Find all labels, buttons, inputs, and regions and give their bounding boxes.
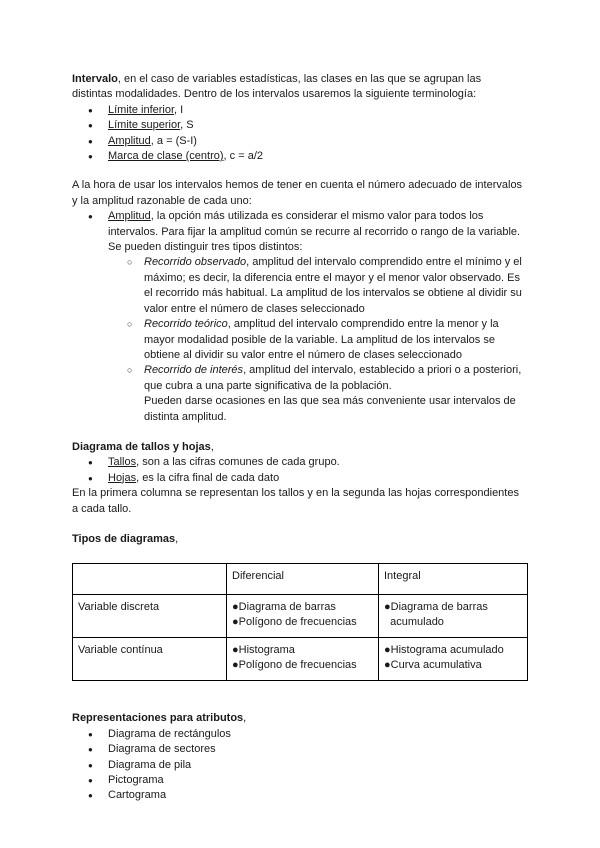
intervalo-paragraph bbox=[72, 72, 528, 103]
list-item: ● Marca de clase (centro), c = a/2 bbox=[72, 149, 528, 164]
nota-text: Pueden darse ocasiones en las que sea más conveniente usar intervalos de distinta amplitud. bbox=[144, 395, 516, 423]
recorrido-list bbox=[108, 255, 528, 394]
list-item: ● Límite superior, S bbox=[72, 118, 528, 133]
table-cell: ●Diagrama de barras acumulado bbox=[379, 595, 528, 638]
table-header-row bbox=[73, 564, 528, 595]
table-header-cell: Diferencial bbox=[227, 564, 379, 595]
tipos-heading: Tipos de diagramas, bbox=[72, 532, 179, 545]
table-header-cell bbox=[73, 564, 227, 595]
list-item: ● Diagrama de sectores bbox=[72, 742, 528, 757]
diagram-types-table bbox=[72, 563, 528, 681]
amplitud-list bbox=[72, 209, 528, 425]
tallos-heading: Diagrama de tallos y hojas, bbox=[72, 440, 214, 453]
list-item: ● Diagrama de rectángulos bbox=[72, 727, 528, 742]
table-cell: Variable discreta bbox=[73, 595, 227, 638]
list-item: ● Pictograma bbox=[72, 773, 528, 788]
intervalo-title: Intervalo bbox=[72, 73, 118, 85]
list-item: ● Diagrama de pila bbox=[72, 758, 528, 773]
list-item: ● Cartograma bbox=[72, 788, 528, 803]
table-cell: Variable contínua bbox=[73, 638, 227, 681]
list-item: ● Límite inferior, I bbox=[72, 103, 528, 118]
intervalo-text-2: distintas modalidades. Dentro de los intervalos usaremos la siguiente terminología: bbox=[72, 88, 477, 101]
atributos-heading: Representaciones para atributos, bbox=[72, 712, 247, 725]
list-item: ○ Recorrido observado, amplitud del intervalo comprendido entre el mínimo y el máximo; es decir, la diferencia entre el mayor y el menor valor observado. Es el recorrido más habitual. La amplitud de los intervalos se obtiene al dividir su valor entre el número de clases seleccionado bbox=[108, 255, 528, 317]
atributos-list bbox=[72, 727, 528, 804]
list-item: ● Amplitud, la opción más utilizada es considerar el mismo valor para todos los intervalos. Para fijar la amplitud común se recurre al recorrido o rango de la variable. Se pueden distinguir tres tipos distintos: ○ Recorrido observado, amplitud del intervalo comprendido entre el mínimo y el máximo; es decir, la diferencia entre el mayor y el menor valor observado. Es el recorrido más habitual. La amplitud de los intervalos se obtiene al dividir su valor entre el número de clases seleccionado ○ Recorrido teórico, amplitud del intervalo comprendido entre la menor y la mayor modalidad posible de la variable. La amplitud de los intervalos se obtiene al dividir su valor entre el número de clases seleccionado ○ Recorrido de interés, amplitud del intervalo, establecido a priori o a posteriori, que cubra a una parte significativa de la población. Pueden darse ocasiones en las que sea más conveniente usar intervalos de distinta amplitud. bbox=[72, 209, 528, 425]
table-header-cell: Integral bbox=[379, 564, 528, 595]
tallos-list bbox=[72, 455, 528, 486]
list-item: ○ Recorrido de interés, amplitud del intervalo, establecido a priori o a posteriori, que cubra a una parte significativa de la población. bbox=[108, 363, 528, 394]
uso-paragraph: A la hora de usar los intervalos hemos de tener en cuenta el número adecuado de intervalos y la amplitud razonable de cada uno: bbox=[72, 179, 523, 207]
list-item: ● Hojas, es la cifra final de cada dato bbox=[72, 471, 528, 486]
list-item: ● Tallos, son a las cifras comunes de cada grupo. bbox=[72, 455, 528, 470]
table-cell: ●Diagrama de barras ●Polígono de frecuencias bbox=[227, 595, 379, 638]
table-cell: ●Histograma acumulado ●Curva acumulativa bbox=[379, 638, 528, 681]
table-row bbox=[73, 595, 528, 638]
document-page bbox=[72, 72, 528, 804]
list-item: ○ Recorrido teórico, amplitud del intervalo comprendido entre la menor y la mayor modalidad posible de la variable. La amplitud de los intervalos se obtiene al dividir su valor entre el número de clases seleccionado bbox=[108, 317, 528, 363]
intervalo-text: , en el caso de variables estadísticas, las clases en las que se agrupan las bbox=[117, 73, 482, 85]
terminology-list bbox=[72, 103, 528, 165]
tallos-text: En la primera columna se representan los tallos y en la segunda las hojas correspondientes a cada tallo. bbox=[72, 487, 519, 515]
list-item: ● Amplitud, a = (S-I) bbox=[72, 134, 528, 149]
table-cell: ●Histograma ●Polígono de frecuencias bbox=[227, 638, 379, 681]
table-row bbox=[73, 638, 528, 681]
